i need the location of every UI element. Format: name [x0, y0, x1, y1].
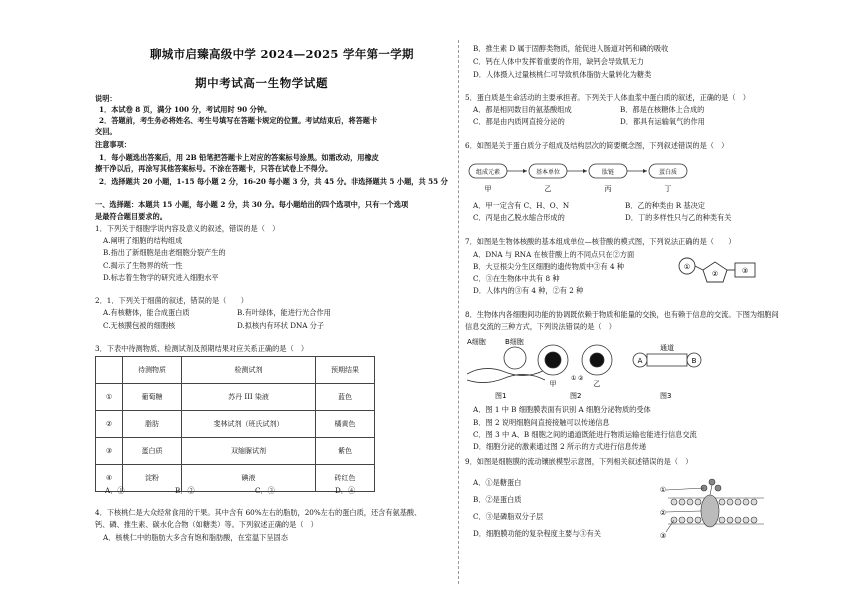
q4-stem: 4．下核桃仁是大众经常食用的干果。其中含有 60%左右的脂肪，20%左右的蛋白质，还含有氨基酸、: [95, 508, 422, 517]
marker-label: ①: [683, 263, 691, 271]
marker-label: ③: [660, 532, 667, 540]
concept-box-label: 肽链: [601, 169, 615, 176]
table-cell: 双缩脲试剂: [181, 438, 315, 465]
concept-box-label: 组成元素: [475, 169, 501, 176]
figure-label: 甲: [549, 380, 557, 388]
q4-option-d: D．人体摄入过量核桃仁可导致机体脂肪大量转化为糖类: [473, 70, 652, 79]
figure-label: ①: [571, 375, 577, 382]
table-cell: 碘液: [181, 465, 315, 492]
q6-stem: 6．如图是关于蛋白质分子组成及结构层次的简要概念图，下列叙述错误的是（ ）: [465, 141, 729, 150]
q6-option-c: C．丙是由乙脱水缩合形成的: [473, 213, 565, 222]
left-column: [95, 0, 455, 596]
q8-signaling-figure: [465, 334, 725, 402]
marker-label: ②: [711, 270, 719, 278]
section-heading: 一、选择题：本题共 15 小题，每小题 2 分，共 30 分。每小题给出的四个选项中，只有一个选项: [95, 200, 409, 209]
q9-option-c: C．③是磷脂双分子层: [473, 512, 544, 521]
q8-option-d: D．细胞分泌的激素通过图 2 所示的方式进行信息传递: [473, 442, 647, 451]
table-cell: ①: [96, 384, 123, 411]
table-cell: 淀粉: [123, 465, 182, 492]
notice-line: 1．每小题选出答案后，用 2B 铅笔把答题卡上对应的答案标号涂黑。如需改动，用橡皮: [99, 153, 379, 162]
table-cell: ④: [96, 465, 123, 492]
q6-option-a: A．甲一定含有 C、H、O、N: [473, 201, 570, 210]
notice-label: 注意事项：: [95, 140, 131, 149]
q5-option-c: C．都是由内质网直接分泌的: [473, 117, 565, 126]
table-header-cell: [96, 357, 123, 384]
table-cell: 砖红色: [316, 465, 375, 492]
q7-option-a: A．DNA 与 RNA 在核苷酸上的不同点只在②方面: [473, 250, 635, 259]
concept-label: 丁: [664, 185, 672, 193]
q3-stem: 3．下表中待测物质、检测试剂及预期结果对应关系正确的是（ ）: [95, 344, 309, 353]
q8-option-a: A．图 1 中 B 细胞膜表面有识别 A 细胞分泌物质的受体: [473, 405, 651, 414]
q8-option-b: B．图 2 说明细胞间直接接触可以传递信息: [473, 418, 610, 427]
instruction-line: 1．本试卷 8 页，满分 100 分，考试用时 90 分钟。: [99, 105, 272, 114]
q1-option-d: D.标志着生物学的研究进入细胞水平: [103, 273, 219, 282]
table-cell: 脂肪: [123, 411, 182, 438]
table-cell: 苏丹 III 染液: [181, 384, 315, 411]
q2-option-c: C.无核膜包被的细胞核: [103, 321, 176, 330]
q7-nucleotide-diagram: [675, 252, 765, 292]
figure-label: A细胞: [467, 338, 486, 346]
figure-label: 通道: [660, 344, 674, 352]
figure-label: B细胞: [505, 338, 524, 346]
q4-option-a: A．核桃仁中的脂肪大多含有饱和脂肪酸，在室温下呈固态: [103, 533, 288, 542]
q6-option-b: B．乙的种类由 R 基决定: [625, 201, 705, 210]
concept-label: 乙: [544, 185, 552, 193]
column-divider: [458, 40, 459, 584]
marker-label: ②: [660, 509, 667, 517]
instruction-line: 交回。: [95, 127, 117, 136]
table-cell: 葡萄糖: [123, 384, 182, 411]
q7-stem: 7．如图是生物体核酸的基本组成单位—核苷酸的模式图，下列说法正确的是（ ）: [465, 237, 736, 246]
q2-stem: 2．1．下列关于细菌的叙述，错误的是（ ）: [95, 296, 248, 305]
table-header-cell: 预期结果: [316, 357, 375, 384]
q9-option-b: B．②是蛋白质: [473, 495, 522, 504]
marker-label: ①: [660, 486, 667, 494]
q7-option-c: C．③在生物体中共有 8 种: [473, 274, 560, 283]
table-cell: 斐林试剂（班氏试剂）: [181, 411, 315, 438]
q1-stem: 1．下列关于细胞学说内容及意义的叙述，错误的是（ ）: [95, 224, 280, 233]
marker-label: ③: [741, 267, 749, 275]
q6-concept-diagram: [467, 160, 707, 196]
concept-label: 丙: [604, 185, 612, 193]
q4-option-c: C．钙在人体中发挥着重要的作用，缺钙会导致肌无力: [473, 57, 644, 66]
concept-box-label: 基本单位: [535, 169, 561, 176]
exam-title: 聊城市启臻高级中学 2024—2025 学年第一学期: [150, 47, 414, 61]
q2-option-d: D.拟核内有环状 DNA 分子: [237, 321, 325, 330]
right-column: [465, 0, 779, 596]
q3-table: [95, 356, 375, 492]
q2-option-a: A.有核糖体，能合成蛋白质: [103, 308, 190, 317]
q9-option-a: A．①是糖蛋白: [473, 478, 522, 487]
q8-stem: 8．生物体内各细胞间功能的协调既依赖于物质和能量的交换，也有赖于信息的交流。下图为细胞间: [465, 310, 779, 319]
section-heading: 是最符合题目要求的。: [95, 212, 167, 221]
concept-box-label: 蛋白质: [658, 169, 678, 176]
q6-option-d: D．丁的多样性只与乙的种类有关: [625, 213, 732, 222]
q5-stem: 5．蛋白质是生命活动的主要承担者。下列关于人体血浆中蛋白质的叙述，正确的是（ ）: [465, 93, 750, 102]
q5-option-d: D．都具有运输氧气的作用: [620, 117, 705, 126]
table-cell: ③: [96, 438, 123, 465]
protein-icon: [701, 495, 719, 527]
figure-caption: 图1: [495, 392, 507, 400]
q7-option-d: D．人体内的③有 4 种，②有 2 种: [473, 286, 584, 295]
q8-option-c: C．图 3 中 A、B 细胞之间的通道既能进行物质运输也能进行信息交流: [473, 430, 697, 439]
table-cell: 橘黄色: [316, 411, 375, 438]
table-cell: 紫色: [316, 438, 375, 465]
q3-option-c: C．③: [255, 486, 275, 495]
table-row: [96, 465, 375, 492]
q7-option-b: B．大豆根尖分生区细胞的遗传物质中③有 4 种: [473, 262, 624, 271]
exam-subtitle: 期中考试高一生物学试题: [195, 76, 329, 90]
notice-line: 擦干净以后，再涂写其他答案标号。不涂在答题卡，只答在试卷上不得分。: [95, 164, 333, 173]
q9-stem: 9．如图是细胞膜的流动镶嵌模型示意图，下列相关叙述错误的是（ ）: [465, 457, 693, 466]
table-row: [96, 384, 375, 411]
table-cell: ②: [96, 411, 123, 438]
q4-stem-cont: 钙、磷、推生素、碳水化合物（如糖类）等。下列叙述正确的是（ ）: [95, 520, 318, 529]
table-header-cell: 检测试剂: [181, 357, 315, 384]
q3-option-a: A．①: [105, 486, 125, 495]
figure-label: 乙: [593, 380, 601, 388]
table-header-cell: 待测物质: [123, 357, 182, 384]
figure-caption: 图2: [570, 392, 582, 400]
table-row: [96, 357, 375, 384]
q1-option-b: B.指出了新细胞是由老细胞分裂产生的: [103, 248, 226, 257]
table-cell: 蓝色: [316, 384, 375, 411]
q2-option-b: B.有叶绿体，能进行光合作用: [237, 308, 331, 317]
instructions-label: 说明：: [95, 94, 117, 103]
q8-stem-cont: 信息交流的三种方式，下列说法错误的是（ ）: [465, 322, 616, 331]
q5-option-b: B．都是在核糖体上合成的: [620, 105, 705, 114]
q4-option-b: B．推生素 D 属于固醇类物质，能促进人肠道对钙和磷的吸收: [473, 44, 669, 53]
table-row: [96, 411, 375, 438]
figure-label: A: [637, 357, 643, 365]
table-cell: 蛋白质: [123, 438, 182, 465]
q5-option-a: A．都是相同数目的氨基酸组成: [473, 105, 572, 114]
q3-option-d: D．④: [335, 486, 356, 495]
instruction-line: 2．答题前，考生务必将姓名、考生号填写在答题卡规定的位置。考试结束后，将答题卡: [99, 116, 378, 125]
figure-caption: 图3: [660, 392, 672, 400]
q1-option-a: A.阐明了细胞的结构组成: [103, 236, 183, 245]
concept-label: 甲: [484, 185, 492, 193]
q3-option-b: B．②: [175, 486, 195, 495]
q9-membrane-diagram: [660, 470, 765, 550]
notice-line: 2．选择题共 20 小题，1-15 每小题 2 分，16-20 每小题 3 分，共 45 分。非选择题共 5 小题，共 55 分: [99, 177, 448, 186]
figure-label: B: [691, 357, 697, 365]
table-row: [96, 438, 375, 465]
figure-label: ②: [578, 375, 584, 382]
q9-option-d: D．细胞膜功能的复杂程度主要与③有关: [473, 529, 601, 538]
q1-option-c: C.揭示了生物界的统一性: [103, 261, 183, 270]
